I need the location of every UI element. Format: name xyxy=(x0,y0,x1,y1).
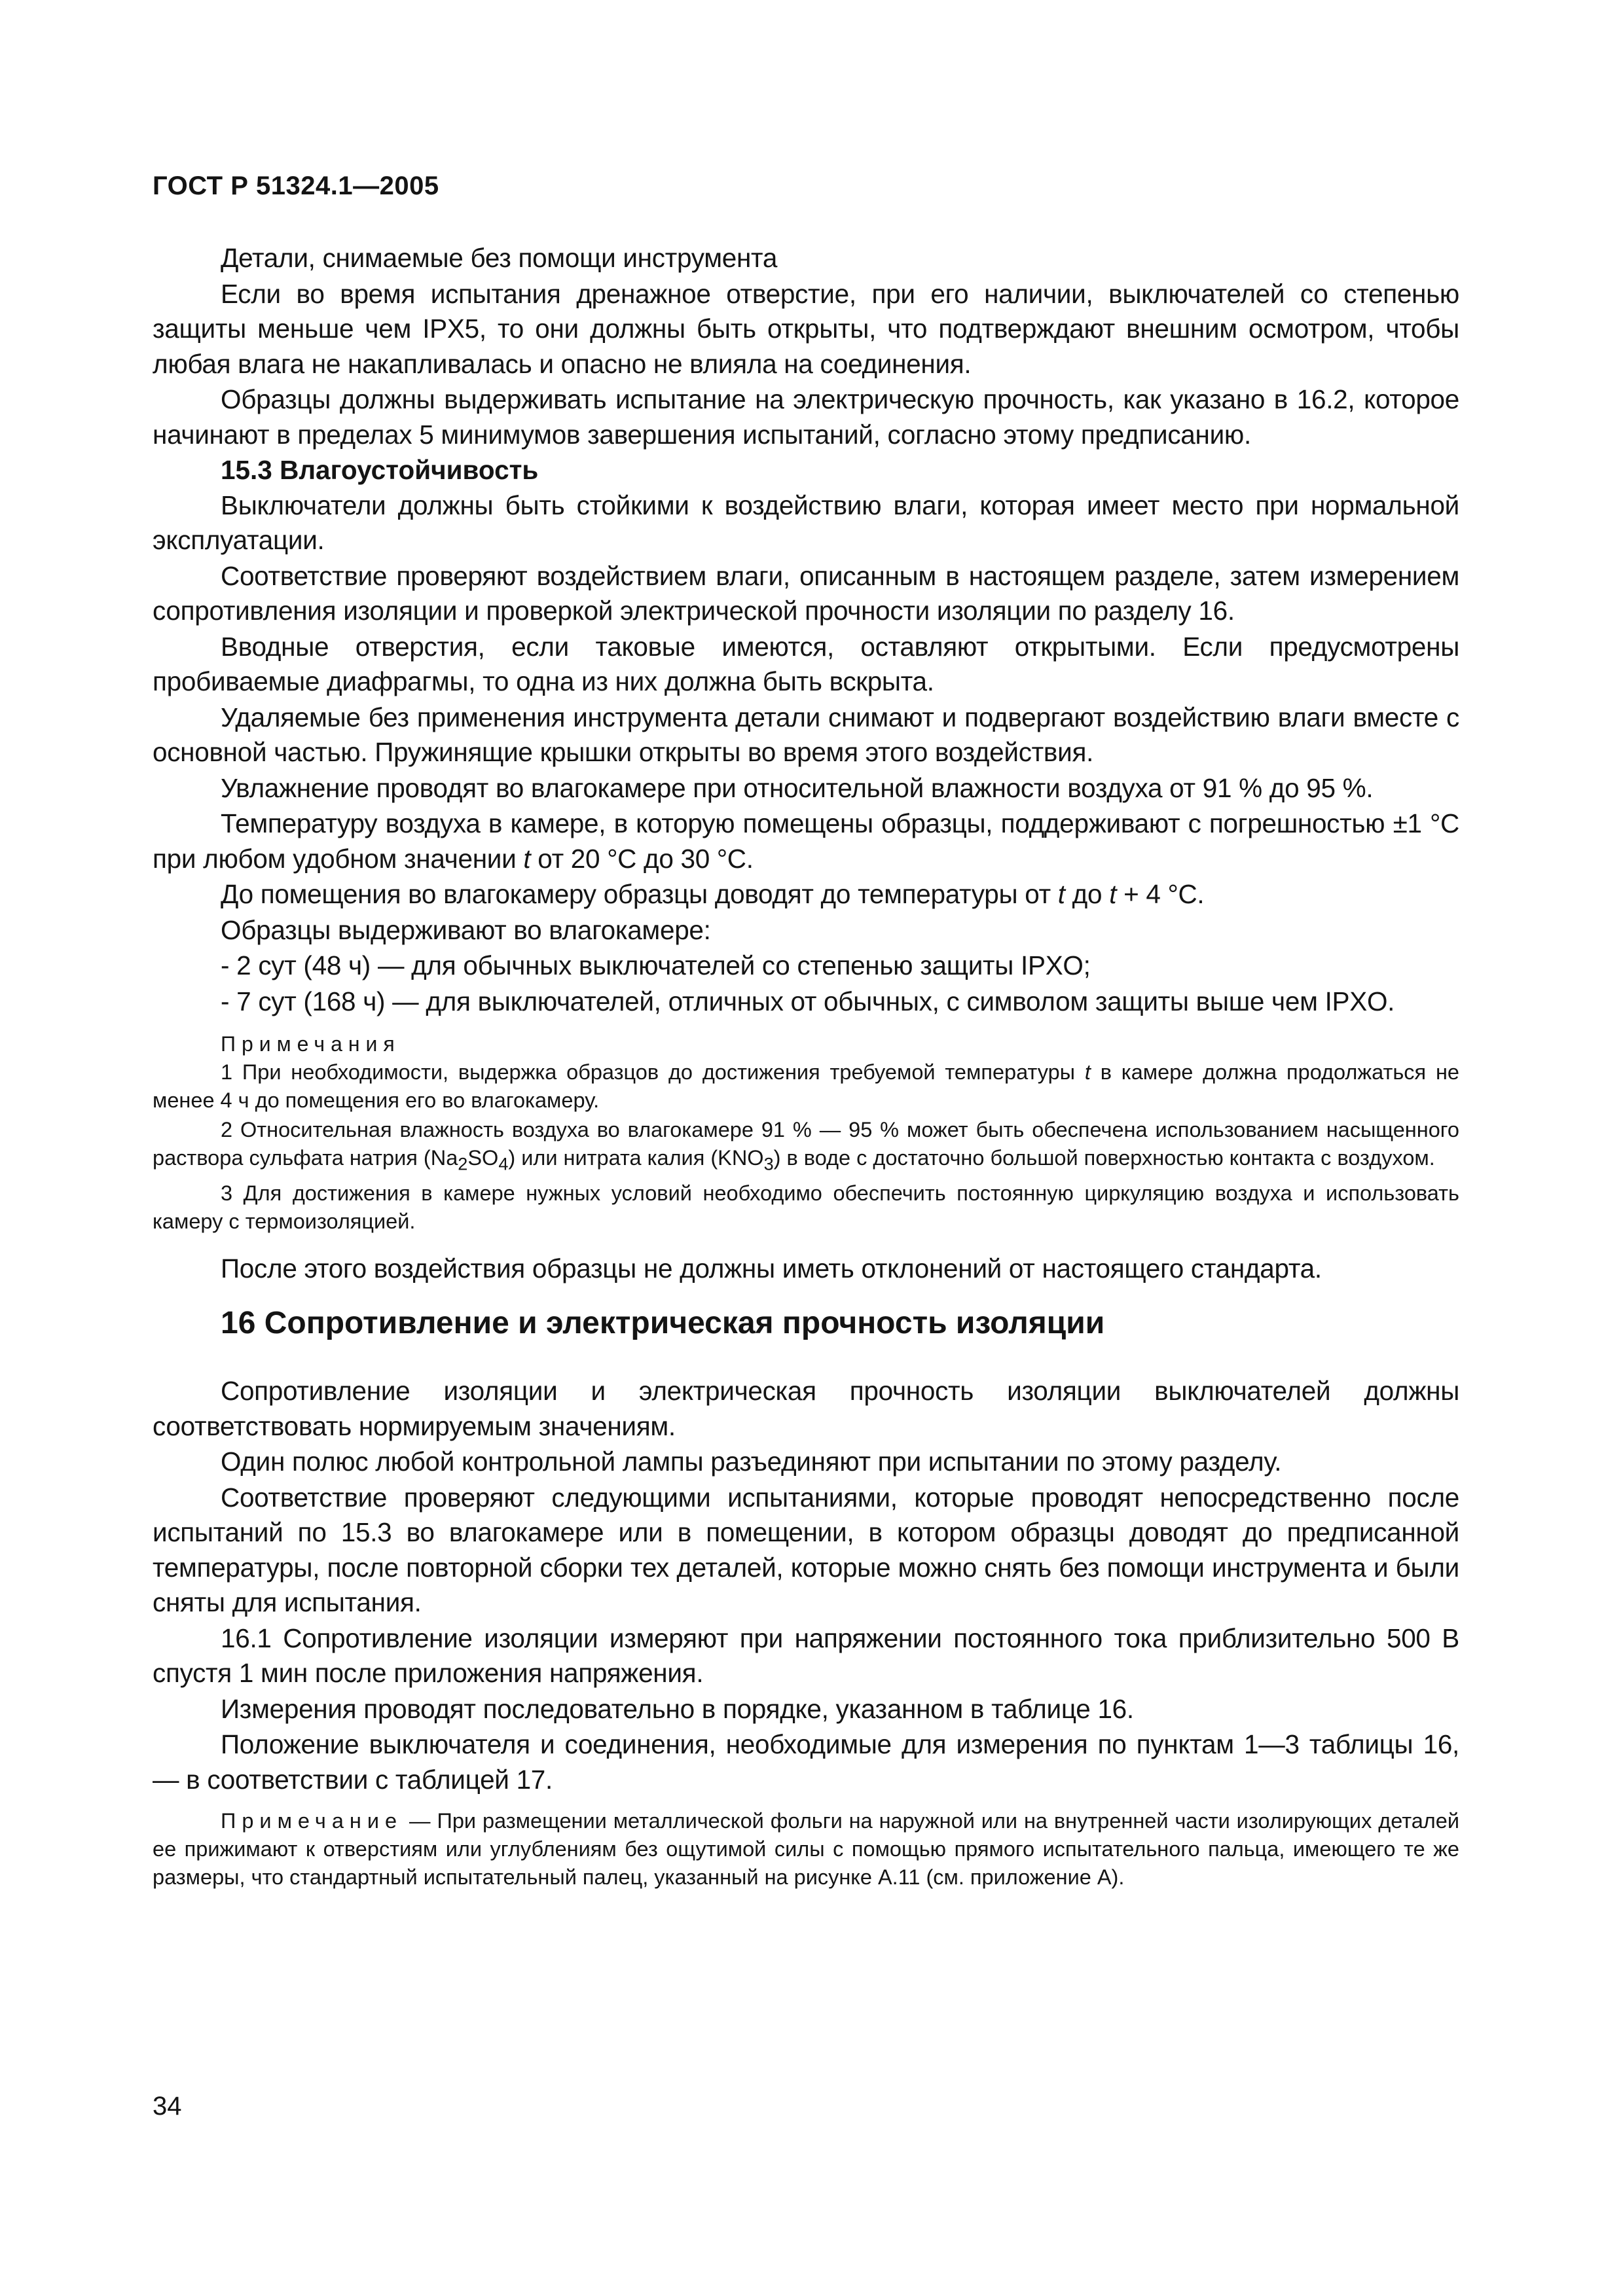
paragraph-with-variable xyxy=(153,877,1459,912)
variable-t: t xyxy=(1057,879,1065,909)
note-item xyxy=(153,1807,1459,1892)
subscript: 2 xyxy=(458,1153,468,1174)
list-item: - 7 сут (168 ч) — для выключателей, отличных от обычных, с символом защиты выше чем IPXO. xyxy=(221,986,1395,1016)
paragraph: Один полюс любой контрольной лампы разъединяют при испытании по этому разделу. xyxy=(221,1446,1282,1477)
spacer xyxy=(153,1237,1459,1251)
paragraph: Вводные отверстия, если таковые имеются, оставляют открытыми. Если предусмотрены пробиваемые диафрагмы, то одна из них должна быть вскрыта. xyxy=(153,631,1459,696)
text-run: До помещения во влагокамеру образцы доводят до температуры от xyxy=(221,879,1058,909)
note-item: 3 Для достижения в камере нужных условий необходимо обеспечить постоянную циркуляцию воздуха и использовать камеру с термоизоляцией. xyxy=(153,1181,1459,1233)
text-run: 1 При необходимости, выдержка образцов до достижения требуемой температуры xyxy=(221,1060,1085,1084)
text-run: + 4 °С. xyxy=(1116,879,1205,909)
spacer xyxy=(153,1798,1459,1807)
text-run: от 20 °С до 30 °С. xyxy=(530,843,754,874)
paragraph: Соответствие проверяют следующими испытаниями, которые проводят непосредственно после испытаний по 15.3 во влагокамере или в помещении, в котором образцы доводят до предписанной температуры, после повторной сборки тех деталей, которые можно снять без помощи инструмента и были сняты для испытания. xyxy=(153,1482,1459,1617)
paragraph: 16.1 Сопротивление изоляции измеряют при напряжении постоянного тока приблизительно 500 В спустя 1 мин после приложения напряжения. xyxy=(153,1623,1459,1688)
notes-heading: Примечания xyxy=(221,1032,401,1056)
paragraph: Образцы должны выдерживать испытание на электрическую прочность, как указано в 16.2, которое начинают в пределах 5 минимумов завершения испытаний, согласно этому предписанию. xyxy=(153,384,1459,450)
paragraph: Измерения проводят последовательно в порядке, указанном в таблице 16. xyxy=(221,1693,1134,1724)
text-run: ) в воде с достаточно большой поверхностью контакта с воздухом. xyxy=(773,1146,1435,1170)
paragraph: Образцы выдерживают во влагокамере: xyxy=(221,914,711,945)
note-item xyxy=(153,1116,1459,1178)
section-title-16: 16 Сопротивление и электрическая прочность изоляции xyxy=(221,1306,1105,1340)
paragraph: Сопротивление изоляции и электрическая прочность изоляции выключателей должны соответствовать нормируемым значениям. xyxy=(153,1376,1459,1441)
list-item: - 2 сут (48 ч) — для обычных выключателей со степенью защиты IPXO; xyxy=(221,950,1091,980)
note-label: Примечание xyxy=(221,1809,403,1833)
text-run: в камере должна продолжаться не менее 4 ч до помещения его во влагокамеру. xyxy=(153,1060,1459,1112)
paragraph-with-variable xyxy=(153,806,1459,876)
text-run: ) или нитрата калия (KNO xyxy=(508,1146,764,1170)
paragraph: Положение выключателя и соединения, необходимые для измерения по пунктам 1—3 таблицы 16, — в соответствии с таблицей 17. xyxy=(153,1729,1459,1795)
subscript: 3 xyxy=(763,1153,774,1174)
paragraph: Если во время испытания дренажное отверстие, при его наличии, выключателей со степенью защиты меньше чем IPX5, то они должны быть открыты, что подтверждают внешним осмотром, чтобы любая влага не накапливалась и опасно не влияла на соединения. xyxy=(153,278,1459,379)
document-body xyxy=(153,241,1459,1893)
paragraph: После этого воздействия образцы не должны иметь отклонений от настоящего стандарта. xyxy=(221,1253,1322,1283)
paragraph: Детали, снимаемые без помощи инструмента xyxy=(221,243,778,273)
text-run: Температуру воздуха в камере, в которую помещены образцы, поддерживают с погрешностью ±1 °С при любом удобном значении xyxy=(153,808,1459,874)
text-run: 2 Относительная влажность воздуха во влагокамере 91 % — 95 % может быть обеспечена использованием насыщенного раствора сульфата натрия (Na xyxy=(153,1118,1459,1170)
text-run: до xyxy=(1065,879,1110,909)
variable-t: t xyxy=(1084,1060,1091,1084)
note-item xyxy=(153,1058,1459,1115)
subsection-title-15-3: 15.3 Влагоустойчивость xyxy=(221,455,539,485)
text-run: — При размещении металлической фольги на наружной или на внутренней части изолирующих деталей ее прижимают к отверстиям или углублениям без ощутимой силы с помощью прямого испытательного пальца, имеющего те же размеры, что стандартный испытательный палец, указанный на рисунке А.11 (см. приложение А). xyxy=(153,1809,1459,1889)
paragraph: Увлажнение проводят во влагокамере при относительной влажности воздуха от 91 % до 95 %. xyxy=(221,772,1374,803)
variable-t: t xyxy=(1109,879,1117,909)
paragraph: Соответствие проверяют воздействием влаги, описанным в настоящем разделе, затем измерением сопротивления изоляции и проверкой электрической прочности изоляции по разделу 16. xyxy=(153,560,1459,626)
paragraph: Выключатели должны быть стойкими к воздействию влаги, которая имеет место при нормальной эксплуатации. xyxy=(153,490,1459,555)
document-code: ГОСТ Р 51324.1—2005 xyxy=(153,171,439,200)
text-run: SO xyxy=(467,1146,499,1170)
subscript: 4 xyxy=(498,1153,509,1174)
page-number: 34 xyxy=(153,2092,182,2121)
variable-t: t xyxy=(523,843,531,874)
paragraph: Удаляемые без применения инструмента детали снимают и подвергают воздействию влаги вместе с основной частью. Пружинящие крышки открыты во время этого воздействия. xyxy=(153,702,1459,767)
